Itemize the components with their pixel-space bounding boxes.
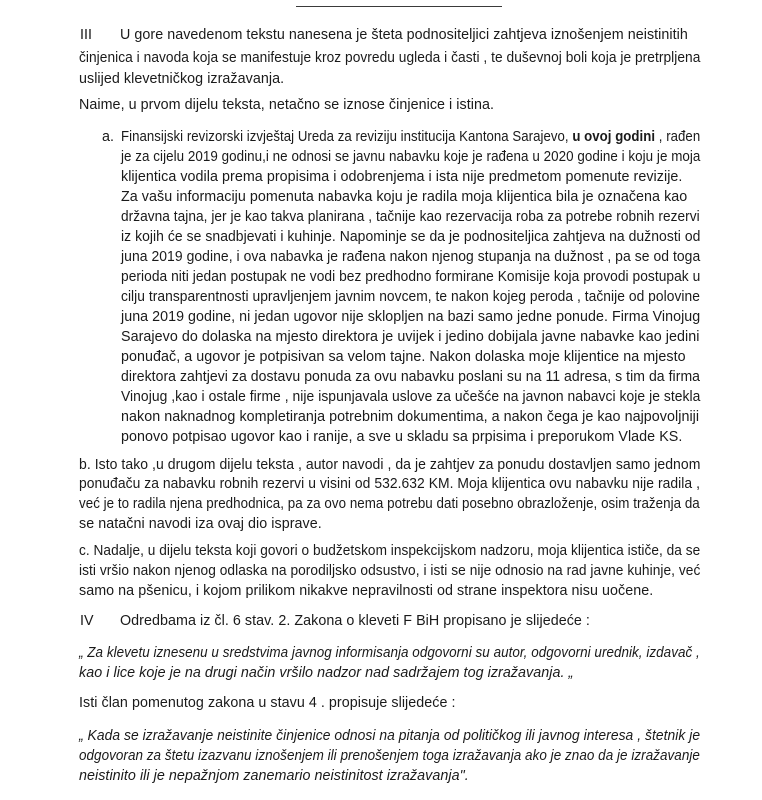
item-a-line: perioda niti jedan postupak ne vodi bez predhodno formirane Komisije koja provodi postupak u [121,269,701,285]
section-iv-text: Odredbama iz čl. 6 stav. 2. Zakona o kleveti F BiH propisano je slijedeće : [120,613,590,629]
quote-1-line: kao i lice koje je na drugi način vršilo nadzor nad sadržajem tog izražavanja. „ [79,665,574,681]
quote-2-line: „ Kada se izražavanje neistinite činjenice odnosi na pitanja od političkog ili javnog interesa , štetnik je [79,728,701,744]
item-a-line: nakon naknadnog kompletiranja potrebnim dokumentima, a nakon čega je kao najpovoljniji [121,409,700,425]
item-a-line: klijentica vodila prema propisima i odobrenjema i ista nije predmetom pomenute revizije. [121,169,683,185]
item-a-line: direktora zahtjevi za dostavu ponuda za ovu nabavku poslani su na 11 adresa, s tim da firma [121,369,701,385]
item-b-line: ponuđaču za nabavku robnih rezervi u visini od 532.632 KM. Moja klijentica ovu nabavku nije radila , [79,476,700,492]
item-a-line: je za cijelu 2019 godinu,i ne odnosi se javnu nabavku koje je rađena u 2020 godine i koju je moja [121,149,701,165]
naime-paragraph: Naime, u prvom dijelu teksta, netačno se iznose činjenice i istina. [79,97,494,113]
section-label-iv: IV [80,613,94,629]
item-b-line: se natačni navodi iza ovaj dio isprave. [79,516,322,532]
isti-paragraph: Isti član pomenutog zakona u stavu 4 . propisuje slijedeće : [79,695,456,711]
item-c-line: samo na pšenicu, i kojom prilikom nikakve nepravilnosti od strane inspektora nisu uočene. [79,583,654,599]
item-a-line: državna tajna, jer je kao takva planirana , tačnije kao rezervacija roba za potrebe robnih rezervi [121,209,700,225]
item-a-line: ponuđač, a ugovor je potpisivan sa velom tajne. Nakon dolaska moje klijentice na mjesto [121,349,686,365]
item-a-line: ponovo potpisao ugovor kao i ranije, a sve u skladu sa prpisima i preporukom Vlade KS. [121,429,683,445]
section-iii-line-3: uslijed klevetničkog izražavanja. [79,71,285,87]
item-a-label: a. [102,129,114,145]
item-a-emphasis: u ovoj godini [572,129,656,145]
item-b-line: b. Isto tako ,u drugom dijelu teksta , autor navodi , da je zahtjev za ponudu dostavljen samo jednom [79,457,701,473]
item-c-line: isti vršio nakon njenog odlaska na porodiljsko odsustvo, i isti se nije odnosio na rad javne kuhinje, već [79,563,701,579]
item-b-line: već je to radila njena predhodnica, pa za ovo nema potrebu dati posebno obrazloženje, osim traženja da [79,496,700,512]
item-a-line: Za vašu informaciju pomenuta nabavka koju je radila moja klijentica bila je označena kao [121,189,688,205]
item-a-line: juna 2019 godine, ni jedan ugovor nije skloplјen na bazi samo jedne ponude. Firma Vinojug [121,309,701,325]
item-a-line: juna 2019 godine, i ova nabavka je rađena nakon njenog stupanja na dužnost , pa se od toga [121,249,701,265]
quote-2-line: odgovoran za štetu izazvanu iznošenjem ili prenošenjem toga izražavanja ako je znao da je izražavanje [79,748,700,764]
section-iii-line-1: U gore navedenom tekstu nanesena je šteta podnositeljici zahtjeva iznošenjem neistinitih [120,27,688,43]
item-a-line: cilju transparentnosti upravljenjem javnim novcem, te nakon kojeg peroda , tačnije od polovine [121,289,700,305]
quote-2-line: neistinito ili je nepažnjom zanemario neistinitost izražavanja". [79,768,469,784]
item-a-line: Sarajevo do dolaska na mjesto direktora je uvijek i jedino dobijala javne nabavke kao jedini [121,329,700,345]
section-iii-line-2: činjenica i navoda koja se manifestuje kroz povredu ugleda i časti , te duševnoj boli koja je pretrpljena [79,50,701,66]
section-label-iii: III [80,27,92,43]
top-rule [296,6,502,7]
item-a-line: Vinojug ,kao i ostale firme , nije ispunjavala uslove za učešće na javnon nabavci koje je stekla [121,389,701,405]
item-c-line: c. Nadalje, u dijelu teksta koji govori o budžetskom inspekcijskom nadzoru, moja klijentica ističe, da se [79,543,701,559]
item-a-line-1: Finansijski revizorski izvještaj Ureda za reviziju institucija Kantona Sarajevo, u ovoj godini , rađen [121,129,701,145]
quote-1-line: „ Za klevetu iznesenu u sredstvima javnog informisanja odgovorni su autor, odgovorni urednik, izdavač , [79,645,700,661]
item-a-line: iz kojih će se snadbjevati i kuhinje. Napominje se da je podnositeljica zahtjeva na dužnosti od [121,229,701,245]
